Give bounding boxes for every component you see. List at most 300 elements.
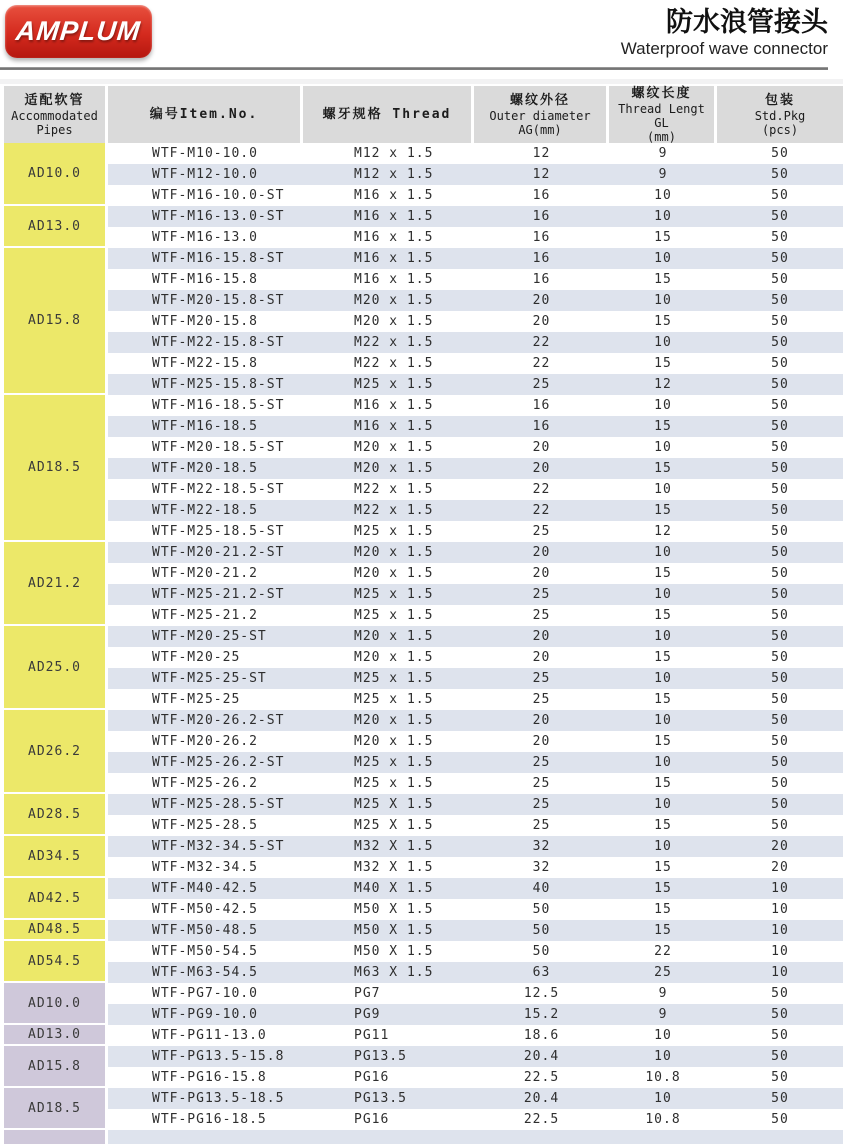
thread-cell: M20 x 1.5 <box>354 713 434 728</box>
outer-diameter-cell: 16 <box>532 209 551 224</box>
table-row <box>108 962 843 983</box>
item-no-cell: WTF-PG13.5-15.8 <box>152 1049 285 1064</box>
packing-cell: 50 <box>771 1028 789 1043</box>
thread-length-cell: 10 <box>654 671 672 686</box>
packing-cell: 50 <box>771 146 789 161</box>
thread-cell: M22 x 1.5 <box>354 482 434 497</box>
thread-length-cell: 15 <box>654 860 672 875</box>
thread-cell: M63 X 1.5 <box>354 965 434 980</box>
packing-cell: 50 <box>771 671 789 686</box>
table-row <box>108 311 843 332</box>
table-row <box>108 416 843 437</box>
table-row <box>108 752 843 773</box>
packing-cell: 20 <box>771 860 789 875</box>
table-row <box>108 1004 843 1025</box>
thread-cell: M12 x 1.5 <box>354 167 434 182</box>
item-no-cell: WTF-PG13.5-18.5 <box>152 1091 285 1106</box>
table-row <box>108 773 843 794</box>
thread-length-cell: 10 <box>654 335 672 350</box>
column-header-item-no: 编号Item.No. <box>108 86 300 143</box>
table-row <box>108 920 843 941</box>
item-no-cell: WTF-M32-34.5 <box>152 860 258 875</box>
outer-diameter-cell: 40 <box>532 881 551 896</box>
outer-diameter-cell: 20.4 <box>523 1049 560 1064</box>
item-no-cell: WTF-M25-21.2-ST <box>152 587 285 602</box>
outer-diameter-cell: 12 <box>532 167 551 182</box>
thread-cell: M32 X 1.5 <box>354 860 434 875</box>
packing-cell: 50 <box>771 293 789 308</box>
outer-diameter-cell: 18.6 <box>523 1028 560 1043</box>
outer-diameter-cell: 16 <box>532 419 551 434</box>
item-no-cell: WTF-M25-25-ST <box>152 671 267 686</box>
table-row <box>108 1088 843 1109</box>
thread-cell: M25 X 1.5 <box>354 797 434 812</box>
item-no-cell: WTF-M25-28.5-ST <box>152 797 285 812</box>
outer-diameter-cell: 50 <box>532 902 551 917</box>
thread-cell: M16 x 1.5 <box>354 251 434 266</box>
thread-cell: M25 x 1.5 <box>354 608 434 623</box>
item-no-cell: WTF-PG16-15.8 <box>152 1070 267 1085</box>
thread-length-cell: 15 <box>654 566 672 581</box>
item-no-cell: WTF-PG9-10.0 <box>152 1007 258 1022</box>
pipe-group-cell: AD13.0 <box>4 206 105 246</box>
item-no-cell: WTF-M25-26.2 <box>152 776 258 791</box>
packing-cell: 50 <box>771 440 789 455</box>
table-row <box>108 479 843 500</box>
packing-cell: 50 <box>771 188 789 203</box>
outer-diameter-cell: 22 <box>532 356 551 371</box>
table-body <box>4 143 843 1144</box>
pipe-group-cell: AD26.2 <box>4 710 105 792</box>
thread-length-cell: 9 <box>658 1007 668 1022</box>
pipe-group-cell: AD48.5 <box>4 920 105 939</box>
pipe-group-cell <box>4 1130 105 1144</box>
packing-cell: 50 <box>771 482 789 497</box>
pipe-group-cell: AD10.0 <box>4 983 105 1023</box>
pipe-group-cell: AD34.5 <box>4 836 105 876</box>
table-row <box>108 836 843 857</box>
table-row <box>108 521 843 542</box>
table-row <box>108 1025 843 1046</box>
outer-diameter-cell: 20 <box>532 293 551 308</box>
item-no-cell: WTF-M25-18.5-ST <box>152 524 285 539</box>
column-header-pipes: 适配软管 Accommodated Pipes <box>4 86 105 143</box>
packing-cell: 50 <box>771 650 789 665</box>
outer-diameter-cell: 12 <box>532 146 551 161</box>
item-no-cell: WTF-M20-25-ST <box>152 629 267 644</box>
brand-logo <box>5 5 152 58</box>
outer-diameter-cell: 15.2 <box>523 1007 560 1022</box>
outer-diameter-cell: 32 <box>532 839 551 854</box>
table-row <box>108 899 843 920</box>
thread-length-cell: 10 <box>654 545 672 560</box>
thread-cell: M12 x 1.5 <box>354 146 434 161</box>
thread-length-cell: 10 <box>654 587 672 602</box>
thread-cell: M22 x 1.5 <box>354 356 434 371</box>
table-header-row <box>4 86 843 143</box>
table-row <box>108 164 843 185</box>
packing-cell: 10 <box>771 902 789 917</box>
packing-cell: 10 <box>771 881 789 896</box>
outer-diameter-cell: 25 <box>532 377 551 392</box>
thread-length-cell: 22 <box>654 944 672 959</box>
thread-cell: M25 x 1.5 <box>354 755 434 770</box>
outer-diameter-cell: 25 <box>532 755 551 770</box>
pipe-group-cell: AD15.8 <box>4 1046 105 1086</box>
packing-cell: 50 <box>771 692 789 707</box>
item-no-cell: WTF-M22-18.5 <box>152 503 258 518</box>
item-no-cell: WTF-M16-18.5 <box>152 419 258 434</box>
thread-cell: M22 x 1.5 <box>354 335 434 350</box>
item-no-cell: WTF-M20-15.8-ST <box>152 293 285 308</box>
outer-diameter-cell: 22.5 <box>523 1112 560 1127</box>
item-no-cell: WTF-M16-13.0-ST <box>152 209 285 224</box>
pipe-group-cell: AD21.2 <box>4 542 105 624</box>
packing-cell: 50 <box>771 419 789 434</box>
thread-length-cell: 10.8 <box>645 1112 681 1127</box>
outer-diameter-cell: 50 <box>532 923 551 938</box>
thread-cell: M16 x 1.5 <box>354 209 434 224</box>
pipe-group-cell: AD18.5 <box>4 395 105 540</box>
thread-length-cell: 15 <box>654 881 672 896</box>
thread-cell: PG16 <box>354 1070 390 1085</box>
item-no-cell: WTF-M22-18.5-ST <box>152 482 285 497</box>
packing-cell: 50 <box>771 1112 789 1127</box>
thread-cell: M20 x 1.5 <box>354 566 434 581</box>
item-no-cell: WTF-PG16-18.5 <box>152 1112 267 1127</box>
thread-length-cell: 15 <box>654 314 672 329</box>
column-header-packing: 包装 Std.Pkg (pcs) <box>717 86 843 143</box>
thread-cell: M22 x 1.5 <box>354 503 434 518</box>
pipe-group-cell: AD54.5 <box>4 941 105 981</box>
packing-cell: 50 <box>771 587 789 602</box>
outer-diameter-cell: 20 <box>532 713 551 728</box>
packing-cell: 50 <box>771 461 789 476</box>
thread-cell: M16 x 1.5 <box>354 230 434 245</box>
thread-cell: M20 x 1.5 <box>354 734 434 749</box>
pipe-group-cell: AD42.5 <box>4 878 105 918</box>
thread-cell: M16 x 1.5 <box>354 398 434 413</box>
table-row <box>108 374 843 395</box>
thread-cell: PG13.5 <box>354 1091 407 1106</box>
thread-length-cell: 15 <box>654 419 672 434</box>
outer-diameter-cell: 20 <box>532 314 551 329</box>
outer-diameter-cell: 16 <box>532 398 551 413</box>
page-subtitle: Waterproof wave connector <box>620 39 828 58</box>
thread-length-cell: 10 <box>654 713 672 728</box>
outer-diameter-cell: 16 <box>532 251 551 266</box>
item-no-cell: WTF-M12-10.0 <box>152 167 258 182</box>
thread-length-cell: 9 <box>658 146 668 161</box>
packing-cell: 50 <box>771 503 789 518</box>
thread-length-cell: 10 <box>654 1091 672 1106</box>
item-no-cell: WTF-M32-34.5-ST <box>152 839 285 854</box>
item-no-cell: WTF-M20-15.8 <box>152 314 258 329</box>
outer-diameter-cell: 20 <box>532 545 551 560</box>
item-no-cell: WTF-M20-21.2-ST <box>152 545 285 560</box>
item-no-cell: WTF-M50-48.5 <box>152 923 258 938</box>
pipe-group-cell: AD18.5 <box>4 1088 105 1128</box>
table-row <box>108 206 843 227</box>
table-rows <box>108 143 843 1144</box>
packing-cell: 50 <box>771 797 789 812</box>
thread-length-cell: 15 <box>654 692 672 707</box>
outer-diameter-cell: 20 <box>532 734 551 749</box>
pipe-group-cell: AD15.8 <box>4 248 105 393</box>
thread-cell: M20 x 1.5 <box>354 650 434 665</box>
header-divider <box>0 67 828 70</box>
spec-table <box>4 86 843 1144</box>
table-row <box>108 332 843 353</box>
thread-length-cell: 9 <box>658 167 668 182</box>
outer-diameter-cell: 25 <box>532 587 551 602</box>
item-no-cell: WTF-M25-28.5 <box>152 818 258 833</box>
item-no-cell: WTF-M22-15.8 <box>152 356 258 371</box>
table-row <box>108 689 843 710</box>
thread-cell: M32 X 1.5 <box>354 839 434 854</box>
table-row <box>108 227 843 248</box>
thread-cell: PG13.5 <box>354 1049 407 1064</box>
packing-cell: 50 <box>771 251 789 266</box>
table-row <box>108 1046 843 1067</box>
thread-length-cell: 15 <box>654 776 672 791</box>
thread-length-cell: 10 <box>654 839 672 854</box>
thread-cell: PG9 <box>354 1007 381 1022</box>
table-row <box>108 500 843 521</box>
packing-cell: 50 <box>771 1007 789 1022</box>
packing-cell: 50 <box>771 755 789 770</box>
thread-length-cell: 9 <box>658 986 668 1001</box>
outer-diameter-cell: 25 <box>532 818 551 833</box>
thread-cell: M20 x 1.5 <box>354 440 434 455</box>
thread-cell: M25 x 1.5 <box>354 671 434 686</box>
table-row <box>108 542 843 563</box>
outer-diameter-cell: 25 <box>532 524 551 539</box>
thread-cell: M25 x 1.5 <box>354 692 434 707</box>
thread-cell: M40 X 1.5 <box>354 881 434 896</box>
thread-cell: M16 x 1.5 <box>354 188 434 203</box>
thread-cell: M25 x 1.5 <box>354 587 434 602</box>
item-no-cell: WTF-M10-10.0 <box>152 146 258 161</box>
table-row <box>108 1067 843 1088</box>
outer-diameter-cell: 20 <box>532 461 551 476</box>
table-row <box>108 941 843 962</box>
packing-cell: 50 <box>771 209 789 224</box>
item-no-cell: WTF-M40-42.5 <box>152 881 258 896</box>
packing-cell: 20 <box>771 839 789 854</box>
thread-length-cell: 10 <box>654 797 672 812</box>
thread-cell: M50 X 1.5 <box>354 923 434 938</box>
thread-cell: M50 X 1.5 <box>354 944 434 959</box>
outer-diameter-cell: 22 <box>532 482 551 497</box>
thread-length-cell: 10 <box>654 440 672 455</box>
thread-cell: M16 x 1.5 <box>354 419 434 434</box>
thread-length-cell: 12 <box>654 377 672 392</box>
item-no-cell: WTF-M16-13.0 <box>152 230 258 245</box>
thread-length-cell: 10 <box>654 482 672 497</box>
packing-cell: 50 <box>771 608 789 623</box>
item-no-cell: WTF-PG7-10.0 <box>152 986 258 1001</box>
table-row <box>108 605 843 626</box>
thread-cell: M20 x 1.5 <box>354 293 434 308</box>
packing-cell: 50 <box>771 566 789 581</box>
thread-length-cell: 10 <box>654 1049 672 1064</box>
item-no-cell: WTF-M63-54.5 <box>152 965 258 980</box>
item-no-cell: WTF-M16-10.0-ST <box>152 188 285 203</box>
table-row <box>108 563 843 584</box>
table-row <box>108 731 843 752</box>
thread-cell: PG16 <box>354 1112 390 1127</box>
packing-cell: 50 <box>771 356 789 371</box>
thread-length-cell: 15 <box>654 650 672 665</box>
outer-diameter-cell: 22.5 <box>523 1070 560 1085</box>
table-row <box>108 437 843 458</box>
item-no-cell: WTF-M20-21.2 <box>152 566 258 581</box>
table-row <box>108 395 843 416</box>
outer-diameter-cell: 16 <box>532 272 551 287</box>
item-no-cell: WTF-M20-18.5 <box>152 461 258 476</box>
outer-diameter-cell: 63 <box>532 965 551 980</box>
outer-diameter-cell: 16 <box>532 230 551 245</box>
table-row <box>108 1130 843 1144</box>
thread-length-cell: 15 <box>654 503 672 518</box>
outer-diameter-cell: 25 <box>532 776 551 791</box>
table-row <box>108 1109 843 1130</box>
table-row <box>108 584 843 605</box>
packing-cell: 50 <box>771 167 789 182</box>
pipe-group-cell: AD28.5 <box>4 794 105 834</box>
thread-length-cell: 15 <box>654 608 672 623</box>
table-row <box>108 185 843 206</box>
packing-cell: 50 <box>771 734 789 749</box>
outer-diameter-cell: 12.5 <box>523 986 560 1001</box>
table-row <box>108 878 843 899</box>
packing-cell: 50 <box>771 545 789 560</box>
page-title-block <box>621 6 828 60</box>
preheader-band <box>0 79 843 84</box>
outer-diameter-cell: 22 <box>532 503 551 518</box>
outer-diameter-cell: 20 <box>532 566 551 581</box>
item-no-cell: WTF-M50-54.5 <box>152 944 258 959</box>
thread-cell: M25 x 1.5 <box>354 776 434 791</box>
thread-length-cell: 10 <box>654 629 672 644</box>
item-no-cell: WTF-M16-18.5-ST <box>152 398 285 413</box>
packing-cell: 50 <box>771 272 789 287</box>
outer-diameter-cell: 25 <box>532 797 551 812</box>
thread-length-cell: 10 <box>654 209 672 224</box>
pipe-group-column <box>4 143 105 1144</box>
thread-length-cell: 25 <box>654 965 672 980</box>
thread-cell: M20 x 1.5 <box>354 629 434 644</box>
packing-cell: 50 <box>771 335 789 350</box>
thread-cell: PG7 <box>354 986 381 1001</box>
column-header-thread: 螺牙规格 Thread <box>303 86 471 143</box>
thread-length-cell: 15 <box>654 461 672 476</box>
packing-cell: 50 <box>771 314 789 329</box>
table-row <box>108 857 843 878</box>
packing-cell: 50 <box>771 1091 789 1106</box>
table-row <box>108 248 843 269</box>
column-header-outer-diameter: 螺纹外径 Outer diameter AG(mm) <box>474 86 606 143</box>
thread-cell: M16 x 1.5 <box>354 272 434 287</box>
packing-cell: 10 <box>771 944 789 959</box>
packing-cell: 10 <box>771 965 789 980</box>
outer-diameter-cell: 25 <box>532 608 551 623</box>
pipe-group-cell: AD13.0 <box>4 1025 105 1044</box>
thread-length-cell: 10 <box>654 1028 672 1043</box>
thread-length-cell: 10 <box>654 293 672 308</box>
outer-diameter-cell: 16 <box>532 188 551 203</box>
thread-length-cell: 10.8 <box>645 1070 681 1085</box>
packing-cell: 50 <box>771 398 789 413</box>
thread-length-cell: 15 <box>654 923 672 938</box>
page-title: 防水浪管接头 <box>666 7 828 37</box>
packing-cell: 10 <box>771 923 789 938</box>
table-row <box>108 353 843 374</box>
table-row <box>108 458 843 479</box>
thread-length-cell: 10 <box>654 251 672 266</box>
item-no-cell: WTF-M25-15.8-ST <box>152 377 285 392</box>
packing-cell: 50 <box>771 776 789 791</box>
table-row <box>108 269 843 290</box>
item-no-cell: WTF-M20-25 <box>152 650 241 665</box>
table-row <box>108 794 843 815</box>
table-row <box>108 647 843 668</box>
thread-cell: M25 x 1.5 <box>354 524 434 539</box>
packing-cell: 50 <box>771 1070 789 1085</box>
thread-length-cell: 15 <box>654 902 672 917</box>
outer-diameter-cell: 20 <box>532 629 551 644</box>
packing-cell: 50 <box>771 377 789 392</box>
table-row <box>108 626 843 647</box>
packing-cell: 50 <box>771 524 789 539</box>
thread-length-cell: 10 <box>654 188 672 203</box>
item-no-cell: WTF-M20-26.2 <box>152 734 258 749</box>
thread-cell: M50 X 1.5 <box>354 902 434 917</box>
thread-length-cell: 15 <box>654 230 672 245</box>
item-no-cell: WTF-M20-26.2-ST <box>152 713 285 728</box>
item-no-cell: WTF-M50-42.5 <box>152 902 258 917</box>
table-row <box>108 815 843 836</box>
item-no-cell: WTF-M16-15.8-ST <box>152 251 285 266</box>
table-row <box>108 668 843 689</box>
thread-cell: M25 x 1.5 <box>354 377 434 392</box>
packing-cell: 50 <box>771 818 789 833</box>
outer-diameter-cell: 25 <box>532 671 551 686</box>
outer-diameter-cell: 32 <box>532 860 551 875</box>
item-no-cell: WTF-M22-15.8-ST <box>152 335 285 350</box>
table-row <box>108 983 843 1004</box>
outer-diameter-cell: 20.4 <box>523 1091 560 1106</box>
thread-cell: M20 x 1.5 <box>354 545 434 560</box>
item-no-cell: WTF-M25-21.2 <box>152 608 258 623</box>
thread-cell: M25 X 1.5 <box>354 818 434 833</box>
outer-diameter-cell: 20 <box>532 650 551 665</box>
table-row <box>108 290 843 311</box>
item-no-cell: WTF-PG11-13.0 <box>152 1028 267 1043</box>
packing-cell: 50 <box>771 1049 789 1064</box>
thread-length-cell: 10 <box>654 755 672 770</box>
outer-diameter-cell: 50 <box>532 944 551 959</box>
packing-cell: 50 <box>771 713 789 728</box>
item-no-cell: WTF-M25-26.2-ST <box>152 755 285 770</box>
item-no-cell: WTF-M20-18.5-ST <box>152 440 285 455</box>
thread-length-cell: 12 <box>654 524 672 539</box>
thread-length-cell: 15 <box>654 818 672 833</box>
thread-cell: M20 x 1.5 <box>354 314 434 329</box>
thread-length-cell: 10 <box>654 398 672 413</box>
item-no-cell: WTF-M16-15.8 <box>152 272 258 287</box>
